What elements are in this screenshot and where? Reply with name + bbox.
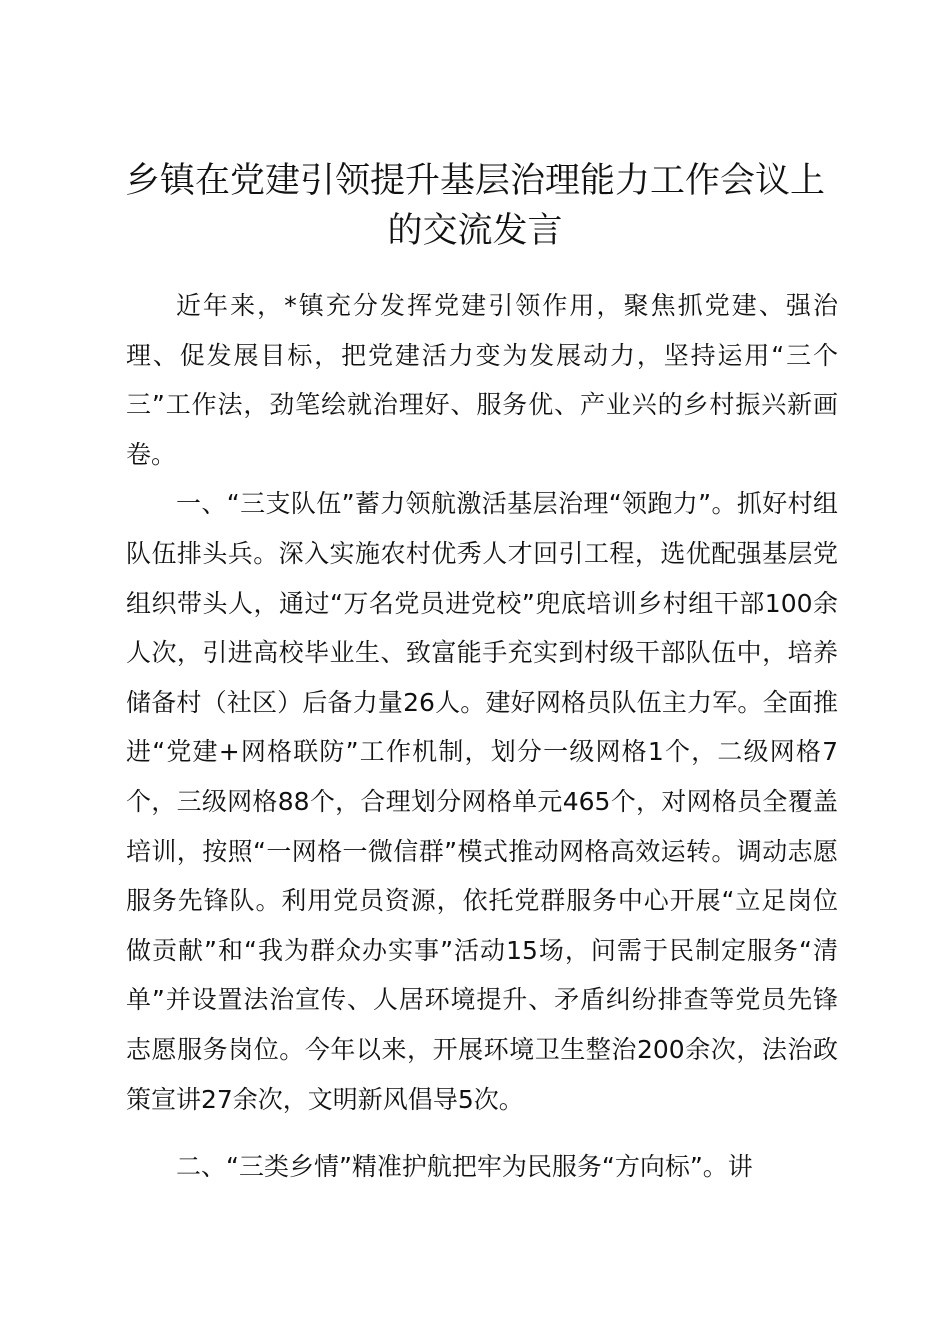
document-body: [126, 281, 838, 1192]
intro-paragraph: 近年来，*镇充分发挥党建引领作用，聚焦抓党建、强治理、促发展目标，把党建活力变为发展动力，坚持运用“三个三”工作法，劲笔绘就治理好、服务优、产业兴的乡村振兴新画卷。: [126, 291, 838, 469]
document-title: [100, 156, 850, 256]
title-line-1: 乡镇在党建引领提升基层治理能力工作会议上: [124, 161, 825, 201]
section-2-paragraph: 二、“三类乡情”精准护航把牢为民服务“方向标”。讲: [176, 1152, 753, 1182]
section-1-paragraph: 一、“三支队伍”蓄力领航激活基层治理“领跑力”。抓好村组队伍排头兵。深入实施农村优秀人才回引工程，选优配强基层党组织带头人，通过“万名党员进党校”兜底培训乡村组干部100余人次，引进高校毕业生、致富能手充实到村级干部队伍中，培养储备村（社区）后备力量26人。建好网格员队伍主力军。全面推进“党建+网格联防”工作机制，划分一级网格1个，二级网格7个，三级网格88个，合理划分网格单元465个，对网格员全覆盖培训，按照“一网格一微信群”模式推动网格高效运转。调动志愿服务先锋队。利用党员资源，依托党群服务中心开展“立足岗位做贡献”和“我为群众办实事”活动15场，问需于民制定服务“清单”并设置法治宣传、人居环境提升、矛盾纠纷排查等党员先锋志愿服务岗位。今年以来，开展环境卫生整治200余次，法治政策宣讲27余次，文明新风倡导5次。: [126, 489, 838, 1114]
title-line-2: 的交流发言: [387, 211, 563, 251]
